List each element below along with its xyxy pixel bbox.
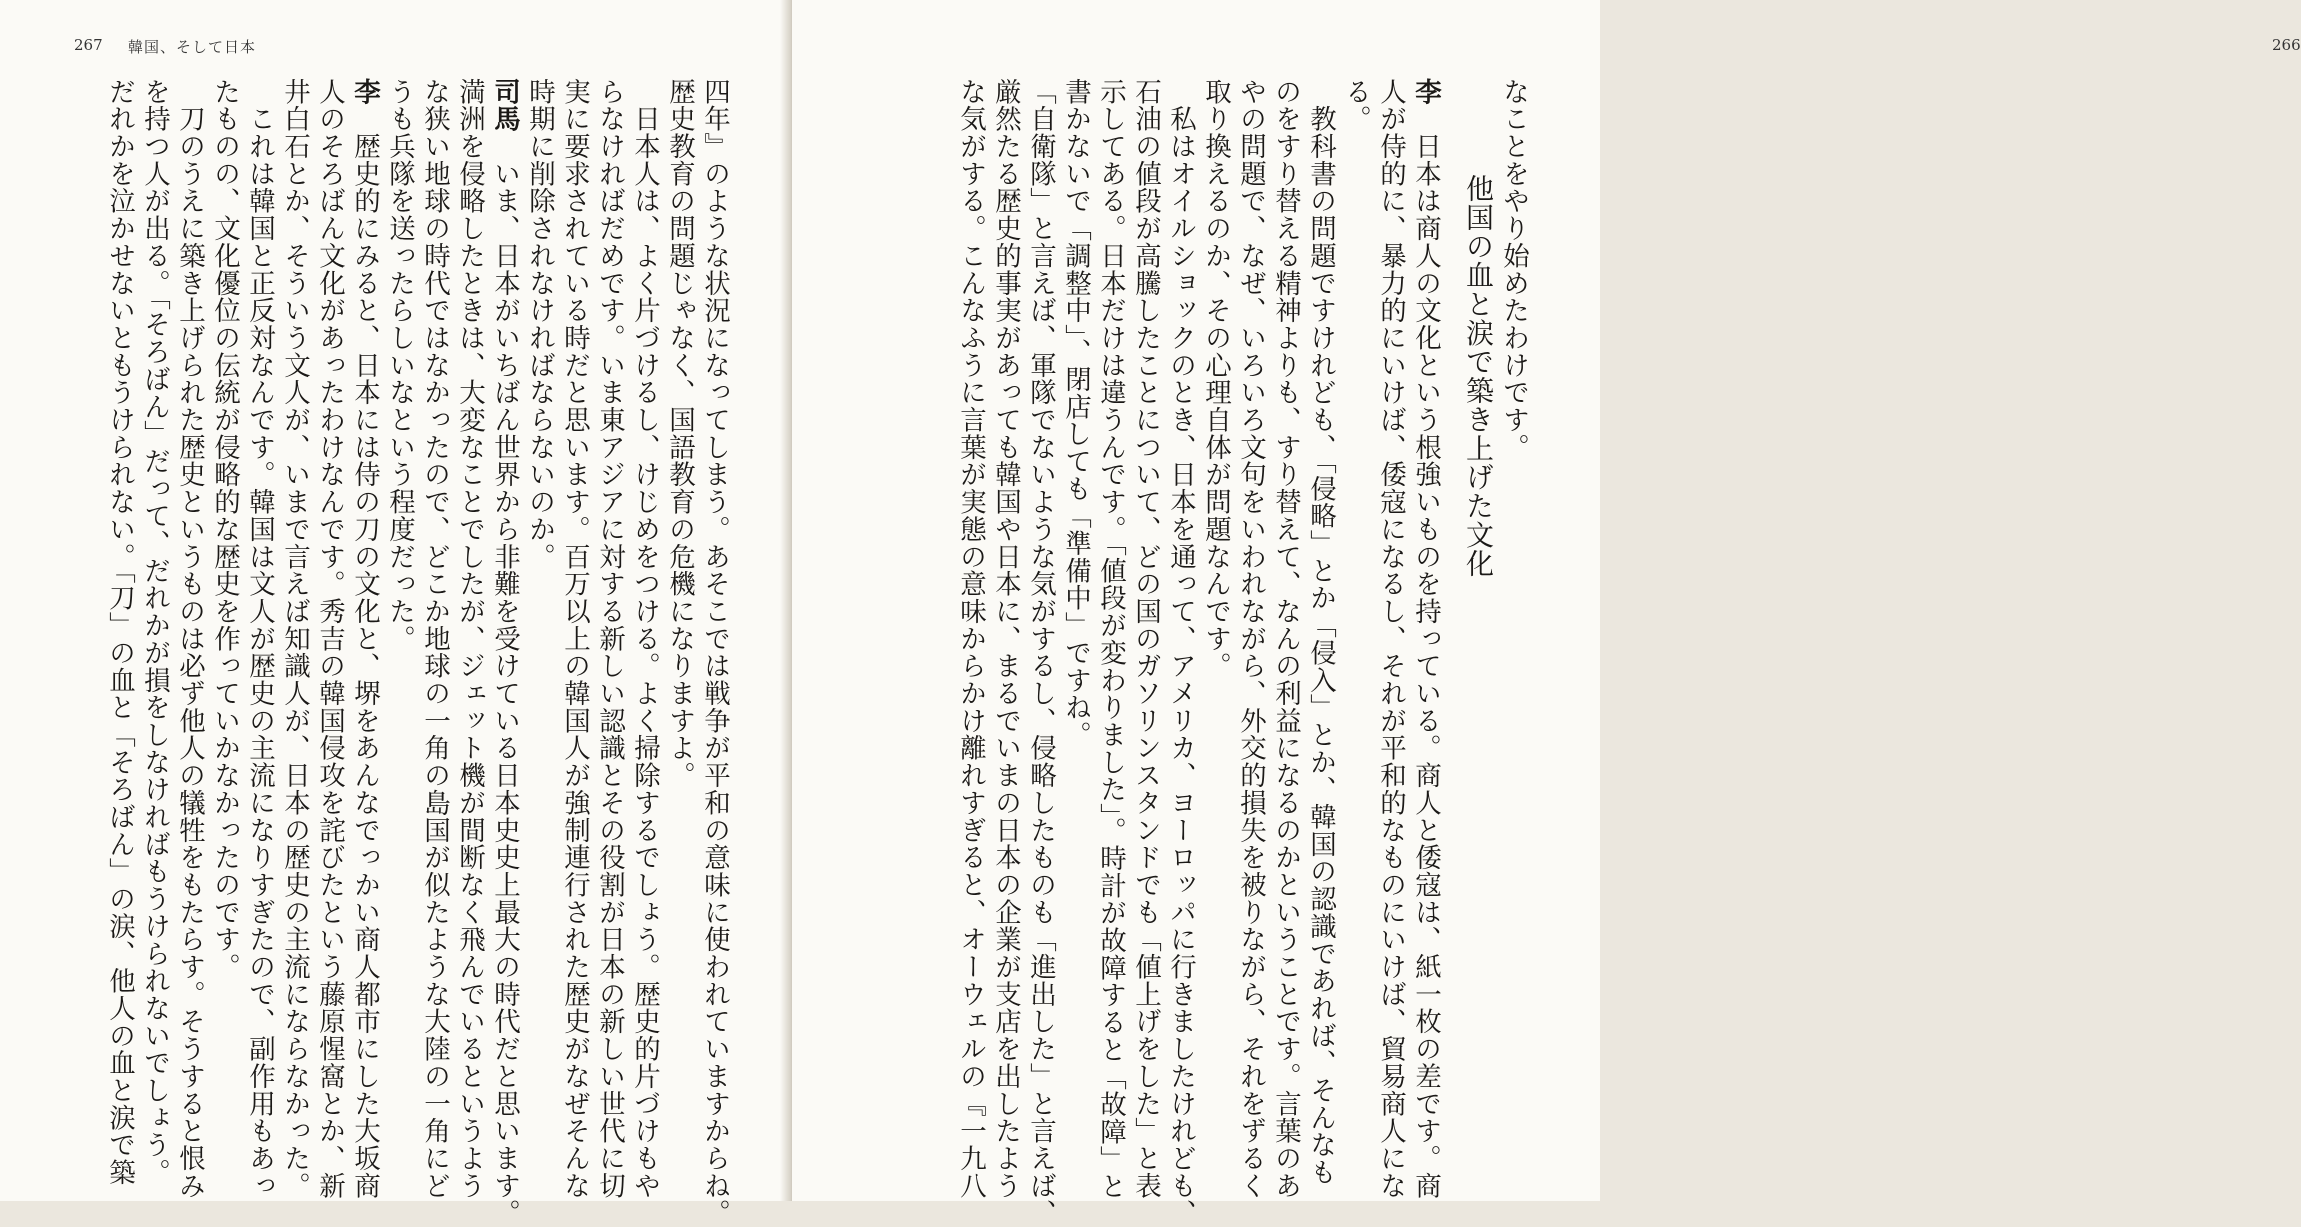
text-line xyxy=(1128,78,1163,1200)
text-line xyxy=(242,78,277,1200)
line-text: 日本は商人の文化という根強いものを持っている。商人と倭寇は、紙一枚の差です。商 xyxy=(1410,105,1441,1200)
text-line xyxy=(1338,78,1373,1178)
line-text: いま、日本がいちばん世界から非難を受けている日本史史上最大の時代だと思います。 xyxy=(489,132,520,1227)
text-line xyxy=(1023,78,1058,1227)
text-line xyxy=(1233,78,1268,1200)
speaker-label: 李 xyxy=(1410,78,1441,106)
line-text: 満洲を侵略したときは、大変なことでしたが、ジェット機が間断なく飛んでいるというよう xyxy=(454,78,485,1200)
text-line xyxy=(347,78,382,1200)
line-text: 書かないで「調整中」、閉店しても「準備中」ですね。 xyxy=(1060,78,1091,749)
line-text: うも兵隊を送ったらしいなという程度だった。 xyxy=(384,78,415,653)
text-line xyxy=(417,78,452,1200)
text-line xyxy=(382,78,417,1178)
text-line xyxy=(1058,78,1093,1178)
line-text: 井白石とか、そういう文人が、いまで言えば知識人が、日本の歴史の主流にならなかった。 xyxy=(279,78,310,1200)
line-text: のをすり替える精神よりも、すり替えて、なんの利益になるのかということです。言葉のあ xyxy=(1270,78,1301,1200)
text-line xyxy=(207,78,242,1178)
line-text: らなければだめです。いま東アジアに対する新しい認識とその役割が日本の新しい世代に切 xyxy=(594,78,625,1200)
text-line xyxy=(627,78,662,1200)
text-line xyxy=(102,78,137,1187)
text-line xyxy=(1268,78,1303,1200)
text-line xyxy=(592,78,627,1200)
text-line xyxy=(1093,78,1128,1201)
line-text: 教科書の問題ですけれども、「侵略」とか「侵入」とか、韓国の認識であれば、そんなも xyxy=(1305,78,1336,1187)
right-page-number: 266 xyxy=(2272,36,2301,54)
text-line xyxy=(697,78,732,1227)
line-text: 人が侍的に、暴力的にいけば、倭寇になるし、それが平和的なものにいけば、貿易商人にな xyxy=(1375,78,1406,1200)
line-text: 歴史的にみると、日本には侍の刀の文化と、堺をあんなでっかい商人都市にした大坂商 xyxy=(349,105,380,1200)
line-text: 時期に削除されなければならないのか。 xyxy=(524,78,555,571)
line-text: 示してある。日本だけは違うんです。「値段が変わりました」。時計が故障すると「故障」と xyxy=(1095,78,1126,1201)
line-text: 私はオイルショックのとき、日本を通って、アメリカ、ヨーロッパに行きましたけれども、 xyxy=(1165,78,1196,1227)
left-page-body xyxy=(44,78,732,1227)
text-line xyxy=(312,78,347,1200)
line-text: る。 xyxy=(1340,78,1371,133)
text-line xyxy=(662,78,697,1178)
text-line xyxy=(1198,78,1233,1178)
text-line xyxy=(557,78,592,1200)
line-text: これは韓国と正反対なんです。韓国は文人が歴史の主流になりすぎたので、副作用もあっ xyxy=(244,78,275,1200)
running-head: 韓国、そして日本 xyxy=(128,38,257,56)
text-line xyxy=(1373,78,1408,1200)
text-line xyxy=(988,78,1023,1200)
text-line xyxy=(522,78,557,1178)
line-text: 日本人は、よく片づけるし、けじめをつける。よく掃除するでしょう。歴史的片づけもや xyxy=(629,78,660,1200)
line-text: やの問題で、なぜ、いろいろ文句をいわれながら、外交的損失を被りながら、それをずるく xyxy=(1235,78,1266,1200)
line-text: 実に要求されている時だと思います。百万以上の韓国人が強制連行された歴史がなぜそんな xyxy=(559,78,590,1200)
line-text: なことをやり始めたわけです。 xyxy=(1498,78,1529,461)
line-text: 取り換えるのか、その心理自体が問題なんです。 xyxy=(1200,78,1231,680)
line-text: 四年』のような状況になってしまう。あそこでは戦争が平和の意味に使われていますからね。 xyxy=(699,78,730,1227)
line-text: 人のそろばん文化があったわけなんです。秀吉の韓国侵攻を詫びたという藤原惺窩とか、新 xyxy=(314,78,345,1200)
text-line xyxy=(953,78,988,1200)
text-line xyxy=(277,78,312,1200)
speaker-label: 李 xyxy=(349,78,380,106)
text-line xyxy=(487,78,522,1227)
text-line xyxy=(1496,78,1531,1178)
line-text: 歴史教育の問題じゃなく、国語教育の危機になりますよ。 xyxy=(664,78,695,790)
left-page xyxy=(0,0,790,1227)
line-text: だれかを泣かせないともうけられない。「刀」の血と「そろばん」の涙、他人の血と涙で築 xyxy=(104,78,135,1187)
line-text: 「自衛隊」と言えば、軍隊でないような気がするし、侵略したものも「進出した」と言えば、 xyxy=(1025,78,1056,1227)
right-page-body xyxy=(828,78,1531,1227)
line-text: を持つ人が出る。「そろばん」だって、だれかが損をしなければもうけられないでしょう。 xyxy=(139,78,170,1187)
text-line xyxy=(1163,78,1198,1227)
speaker-label: 司馬 xyxy=(489,78,520,133)
line-text: 厳然たる歴史的事実があっても韓国や日本に、まるでいまの日本の企業が支店を出したよう xyxy=(990,78,1021,1200)
text-line xyxy=(452,78,487,1200)
text-line xyxy=(1408,78,1443,1200)
section-title: 他国の血と涙で築き上げた文化 xyxy=(1462,174,1495,578)
line-text: たものの、文化優位の伝統が侵略的な歴史を作っていかなかったのです。 xyxy=(209,78,240,981)
line-text: 刀のうえに築き上げられた歴史というものは必ず他人の犠牲をもたらす。そうすると恨み xyxy=(174,78,205,1200)
text-line xyxy=(172,78,207,1200)
line-text: 石油の値段が高騰したことについて、どの国のガソリンスタンドでも「値上げをした」と表 xyxy=(1130,78,1161,1200)
line-text: な気がする。こんなふうに言葉が実態の意味からかけ離れすぎると、オーウェルの『一九八 xyxy=(955,78,986,1200)
text-line xyxy=(137,78,172,1187)
text-line xyxy=(1303,78,1338,1187)
left-page-number: 267 xyxy=(74,36,103,54)
line-text: な狭い地球の時代ではなかったので、どこか地球の一角の島国が似たような大陸の一角にど xyxy=(419,78,450,1200)
